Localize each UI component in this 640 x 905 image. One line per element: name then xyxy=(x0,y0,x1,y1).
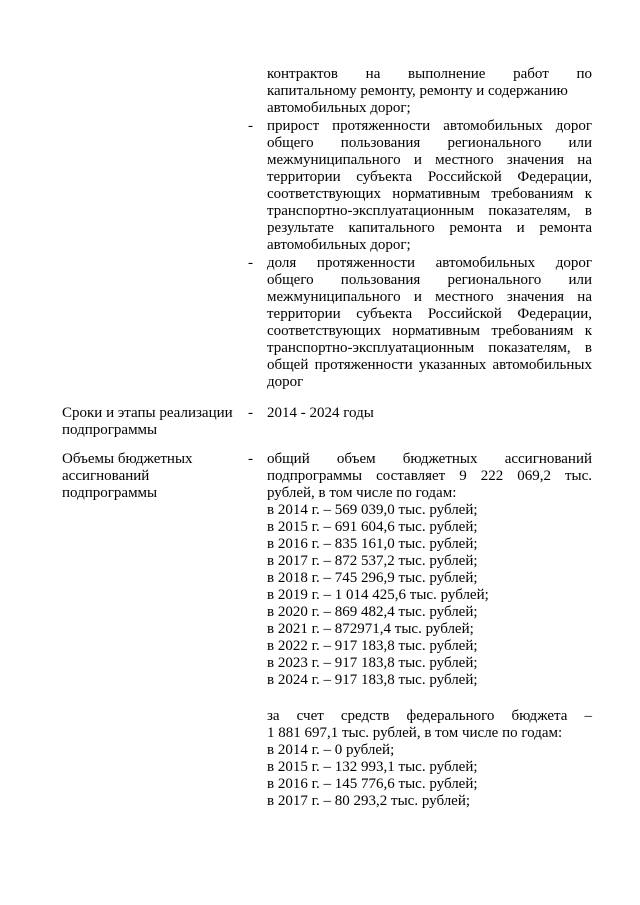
text-line: контрактов на выполнение работ по xyxy=(267,66,592,82)
text-line: результате капитального ремонта и ремонта xyxy=(267,220,592,236)
text-line: 1 881 697,1 тыс. рублей, в том числе по годам: xyxy=(267,725,563,741)
text-line: общий объем бюджетных ассигнований xyxy=(267,451,592,467)
list-dash: - xyxy=(248,118,253,134)
text-line: прирост протяженности автомобильных дорог xyxy=(267,118,592,134)
text-line: общей протяженности указанных автомобильных xyxy=(267,357,592,373)
text-line: капитальному ремонту, ремонту и содержанию xyxy=(267,83,568,99)
text-line: дорог xyxy=(267,374,304,390)
year-line: в 2017 г. – 80 293,2 тыс. рублей; xyxy=(267,793,471,809)
budget-label: подпрограммы xyxy=(62,485,158,501)
year-line: в 2018 г. – 745 296,9 тыс. рублей; xyxy=(267,570,478,586)
list-dash: - xyxy=(248,451,253,467)
text-line: общего пользования регионального или xyxy=(267,135,592,151)
list-dash: - xyxy=(248,405,253,421)
text-line: территории субъекта Российской Федерации, xyxy=(267,306,592,322)
text-line: подпрограммы составляет 9 222 069,2 тыс. xyxy=(267,468,592,484)
year-line: в 2024 г. – 917 183,8 тыс. рублей; xyxy=(267,672,478,688)
text-line: территории субъекта Российской Федерации, xyxy=(267,169,592,185)
text-line: общего пользования регионального или xyxy=(267,272,592,288)
text-line: транспортно-эксплуатационным показателям, в xyxy=(267,340,592,356)
year-line: в 2015 г. – 691 604,6 тыс. рублей; xyxy=(267,519,478,535)
year-line: в 2014 г. – 569 039,0 тыс. рублей; xyxy=(267,502,478,518)
text-line: межмуниципального и местного значения на xyxy=(267,152,592,168)
terms-label: подпрограммы xyxy=(62,422,158,438)
year-line: в 2022 г. – 917 183,8 тыс. рублей; xyxy=(267,638,478,654)
year-line: в 2019 г. – 1 014 425,6 тыс. рублей; xyxy=(267,587,489,603)
terms-label: Сроки и этапы реализации xyxy=(62,405,233,421)
year-line: в 2016 г. – 835 161,0 тыс. рублей; xyxy=(267,536,478,552)
year-line: в 2017 г. – 872 537,2 тыс. рублей; xyxy=(267,553,478,569)
text-line: автомобильных дорог; xyxy=(267,237,411,253)
year-line: в 2014 г. – 0 рублей; xyxy=(267,742,395,758)
year-line: в 2016 г. – 145 776,6 тыс. рублей; xyxy=(267,776,478,792)
list-dash: - xyxy=(248,255,253,271)
text-line: за счет средств федерального бюджета – xyxy=(267,708,592,724)
year-line: в 2020 г. – 869 482,4 тыс. рублей; xyxy=(267,604,478,620)
budget-label: Объемы бюджетных xyxy=(62,451,193,467)
year-line: в 2021 г. – 872971,4 тыс. рублей; xyxy=(267,621,474,637)
budget-label: ассигнований xyxy=(62,468,150,484)
text-line: соответствующих нормативным требованиям к xyxy=(267,186,592,202)
text-line: рублей, в том числе по годам: xyxy=(267,485,457,501)
year-line: в 2023 г. – 917 183,8 тыс. рублей; xyxy=(267,655,478,671)
year-line: в 2015 г. – 132 993,1 тыс. рублей; xyxy=(267,759,478,775)
text-line: доля протяженности автомобильных дорог xyxy=(267,255,592,271)
text-line: автомобильных дорог; xyxy=(267,100,411,116)
text-line: транспортно-эксплуатационным показателям, в xyxy=(267,203,592,219)
text-line: соответствующих нормативным требованиям к xyxy=(267,323,592,339)
text-line: межмуниципального и местного значения на xyxy=(267,289,592,305)
terms-value: 2014 - 2024 годы xyxy=(267,405,374,421)
